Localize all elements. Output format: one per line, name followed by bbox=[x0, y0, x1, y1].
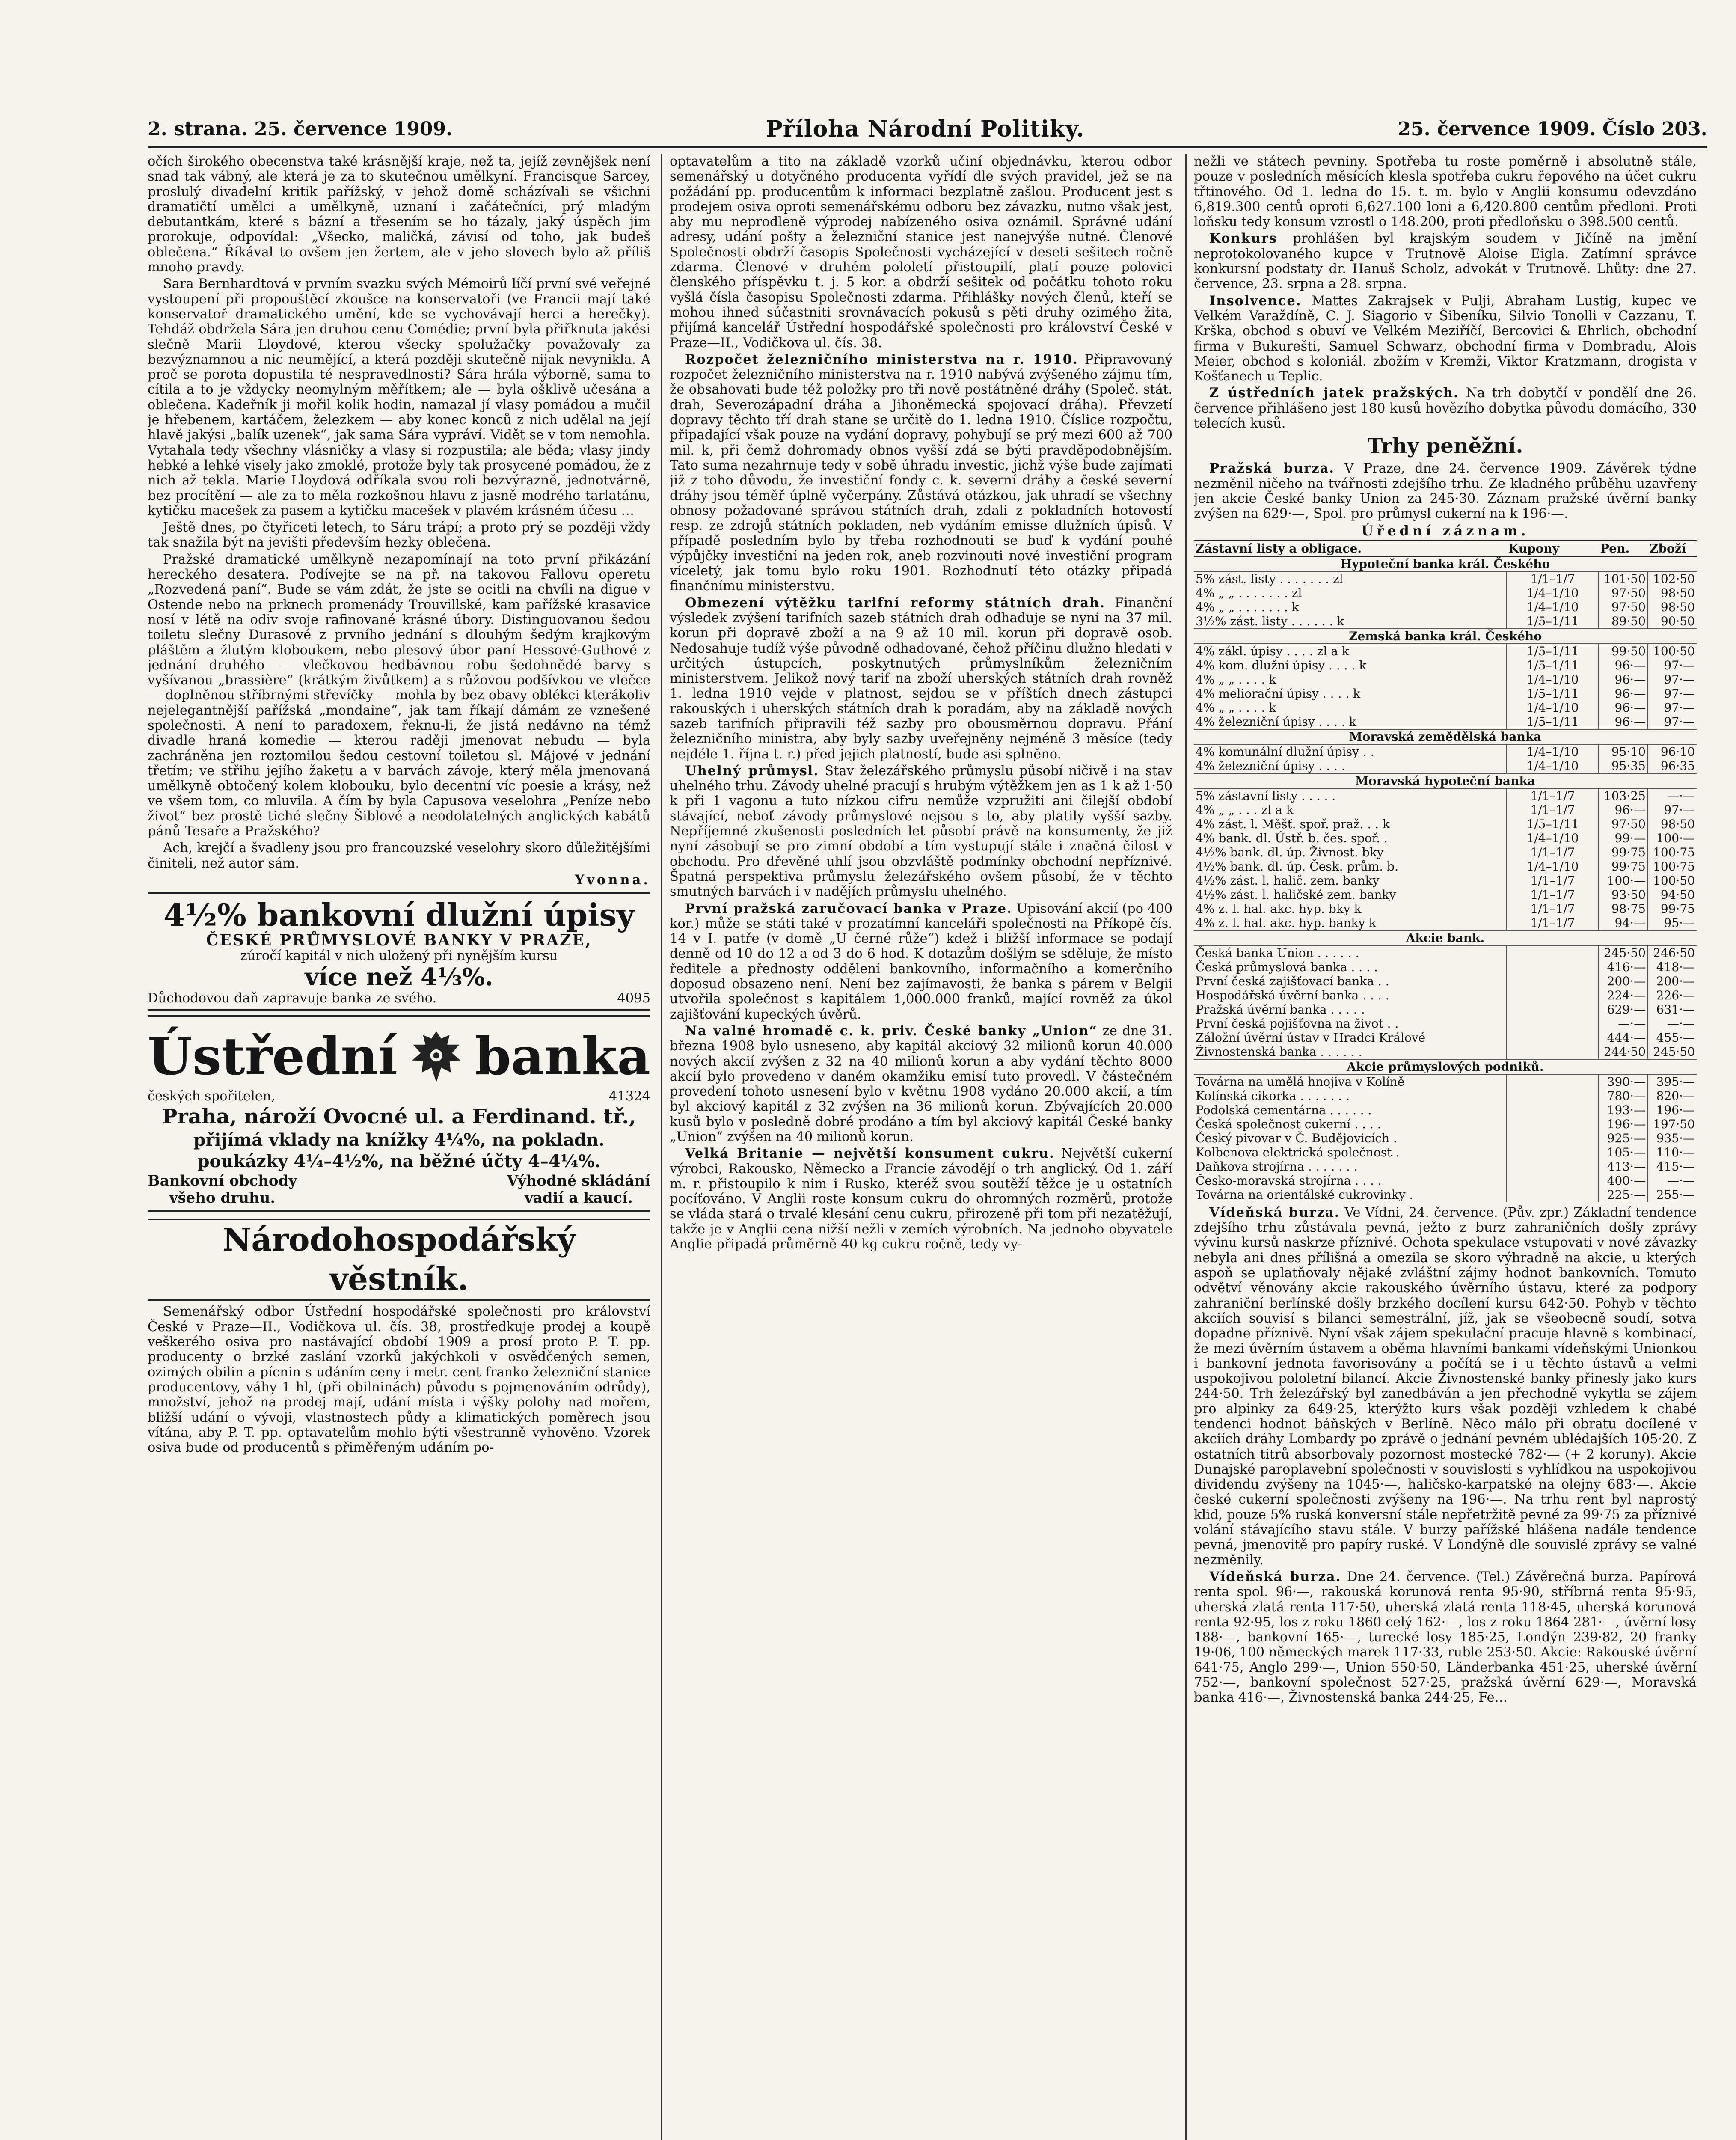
table-row bbox=[1194, 845, 1697, 859]
bid-price: 96·— bbox=[1599, 803, 1648, 817]
ask-price: 97·— bbox=[1648, 701, 1697, 715]
ask-price: 395·— bbox=[1648, 1074, 1697, 1089]
table-row bbox=[1194, 803, 1697, 817]
column-2 bbox=[670, 154, 1172, 2140]
coupon-dates bbox=[1507, 1145, 1599, 1159]
ask-price: 90·50 bbox=[1648, 614, 1697, 629]
coupon-dates: 1/1–1/7 bbox=[1507, 803, 1599, 817]
table-group-label: Moravská hypoteční banka bbox=[1194, 773, 1697, 788]
coupon-dates: 1/5–1/11 bbox=[1507, 658, 1599, 672]
bid-price: 89·50 bbox=[1599, 614, 1648, 629]
article-heading: Na valné hromadě c. k. priv. České banky „Union“ bbox=[685, 1023, 1098, 1039]
article-paragraph: Sara Bernhardtová v prvním svazku svých Mémoirů líčí první své veřejné vystoupení při propouštěcí zkoušce na konservatoři (ve Francii mají také konservatoř dramatického umění, kde se vychovávají herci a herečky). Tehdáž obdržela Sára jen druhou cenu Comédie; první byla přiřknuta jakési slečně Marii Lloydové, kterou všecky spolužačky považovaly za bezvýznamnou a nic neumějící, a která později skutečně nijak nevynikla. A proč se porota dopustila té nespravedlnosti? Sára hrála výborně, sama to cítila a to je vždycky neomylným měřítkem; ale — byla ošklivě učesána a oblečena. Kadeřník ji mořil kolik hodin, namazal jí vlasy pomádou a mučil je hřebenem, kartáčem, železkem — aby konec konců z nich udělal na její hlavě jakýsi „balík uzenek“, jak sama Sára vypráví. Vidět se v tom nemohla. Vytahala tedy všechny vlásničky a vlasy si rozpustila; ale běda; vlasy jindy hebké a lehké visely jako zmoklé, protože byly tak prosycené pomádou, že z nich až tekla. Marie Lloydová odříkala svou roli bezvýrazně, jednotvárně, bez procítění — ale za to měla rozkošnou hlavu z jasně modrého tarlatánu, kytičku macešek za pasem a kytičku macešek v plavém krásném účesu … bbox=[148, 276, 650, 518]
coupon-dates: 1/4–1/10 bbox=[1507, 600, 1599, 614]
article-paragraph: očích širokého obecenstva také krásnější kraje, než ta, jejíž zevnějšek není snad tak vábný, ale která je za to skutečnou umělkyní. Francisque Sarcey, proslulý divadelní kritik pařížský, v jehož domě scházívali se všichni dramatičtí umělci a umělkyně, uznaní i začátečníci, prý mladým debutantkám, které s bázní a třesením se ho tázaly, jaký úspěch jim prorokuje, odpovídal: „Všecko, maličká, závisí od toho, jak budeš oblečena.“ Říkával to ovšem jen žertem, ale v jeho slovech bylo až příliš mnoho pravdy. bbox=[148, 154, 650, 275]
security-name: 4% bank. dl. Ústř. b. čes. spoř. . bbox=[1196, 831, 1388, 845]
security-name: 4% železniční úpisy . . . . bbox=[1196, 758, 1345, 773]
table-row bbox=[1194, 930, 1697, 945]
coupon-dates: 1/1–1/7 bbox=[1507, 788, 1599, 803]
ask-price: 100·75 bbox=[1648, 859, 1697, 874]
security-name: Kolínská cikorka . . . . . . . bbox=[1196, 1088, 1350, 1103]
ask-price: 110·— bbox=[1648, 1145, 1697, 1159]
security-name: Kolbenova elektrická společnost . bbox=[1196, 1145, 1400, 1159]
bank-title-c: českých spořitelen, bbox=[148, 1089, 276, 1104]
bid-price: 224·— bbox=[1599, 988, 1648, 1002]
table-row bbox=[1194, 902, 1697, 916]
bank-deposit-a: Výhodné skládání bbox=[507, 1172, 650, 1190]
column-3 bbox=[1194, 154, 1697, 2140]
bid-price: 390·— bbox=[1599, 1074, 1648, 1089]
bid-price: 99·— bbox=[1599, 831, 1648, 845]
coupon-dates: 1/4–1/10 bbox=[1507, 672, 1599, 687]
security-name: 4½% bank. dl. úp. Živnost. bky bbox=[1196, 845, 1384, 859]
coupon-dates: 1/4–1/10 bbox=[1507, 744, 1599, 759]
table-row bbox=[1194, 831, 1697, 845]
bid-price: 96·— bbox=[1599, 687, 1648, 701]
article-heading: Z ústředních jatek pražských. bbox=[1209, 385, 1459, 401]
security-name: 5% zást. listy . . . . . . . zl bbox=[1196, 571, 1343, 586]
ask-price: 455·— bbox=[1648, 1031, 1697, 1045]
bank-address: Praha, nároží Ovocné ul. a Ferdinand. tř., bbox=[162, 1105, 636, 1129]
ad-headline: 4½% bankovní dlužní úpisy bbox=[163, 897, 635, 933]
ask-price: 100·50 bbox=[1648, 644, 1697, 658]
article-heading: První pražská zaručovací banka v Praze. bbox=[685, 901, 1012, 916]
ad-number: 4095 bbox=[617, 990, 650, 1006]
table-row bbox=[1194, 1002, 1697, 1016]
bid-price: 93·50 bbox=[1599, 888, 1648, 902]
coupon-dates bbox=[1507, 1045, 1599, 1059]
security-name: 3½% zást. listy . . . . . . k bbox=[1196, 614, 1344, 628]
coupon-dates: 1/1–1/7 bbox=[1507, 916, 1599, 930]
coupon-dates bbox=[1507, 1117, 1599, 1131]
table-group-label: Hypoteční banka král. Českého bbox=[1194, 556, 1697, 571]
security-name: Záložní úvěrní ústav v Hradci Králové bbox=[1196, 1030, 1426, 1045]
bid-price: 444·— bbox=[1599, 1031, 1648, 1045]
security-name: Podolská cementárna . . . . . . bbox=[1196, 1103, 1372, 1117]
security-name: 4% komunální dlužní úpisy . . bbox=[1196, 744, 1374, 759]
coupon-dates: 1/1–1/7 bbox=[1507, 571, 1599, 586]
security-name: 4% „ „ . . . zl a k bbox=[1196, 802, 1294, 817]
bank-services-a: Bankovní obchody bbox=[148, 1172, 297, 1190]
article-heading: Rozpočet železničního ministerstva na r. 1910. bbox=[685, 351, 1078, 367]
bid-price: 97·50 bbox=[1599, 817, 1648, 831]
table-group-label: Zemská banka král. Českého bbox=[1194, 629, 1697, 644]
ad-text: zúročí kapitál v nich uložený při nynějším kursu bbox=[240, 948, 558, 963]
table-row bbox=[1194, 859, 1697, 874]
coupon-dates: 1/1–1/7 bbox=[1507, 902, 1599, 916]
bid-price: 400·— bbox=[1599, 1174, 1648, 1188]
article-heading: Vídeňská burza. bbox=[1209, 1569, 1341, 1584]
table-row bbox=[1194, 1045, 1697, 1059]
coupon-dates: 1/4–1/10 bbox=[1507, 759, 1599, 773]
ask-price: 99·75 bbox=[1648, 902, 1697, 916]
coupon-dates: 1/5–1/11 bbox=[1507, 644, 1599, 658]
table-header: Pen. bbox=[1599, 541, 1648, 556]
article-paragraph: V Praze, dne 24. července 1909. Závěrek týdne nezměnil ničeho na tvářnosti zdejšího trhu. Ze kladného průběhu uzavřeny jen akcie České banky Union za 245·30. Záznam pražské úvěrní banky zvýšen na 629·—, Spol. pro průmysl cukerní na k 196·—. bbox=[1194, 461, 1697, 522]
coupon-dates bbox=[1507, 1131, 1599, 1145]
bid-price: 97·50 bbox=[1599, 600, 1648, 614]
ask-price: 631·— bbox=[1648, 1002, 1697, 1016]
table-group-label: Akcie bank. bbox=[1194, 930, 1697, 945]
article-paragraph: ze dne 31. března 1908 bylo usneseno, aby kapitál akciový 32 milionů korun 40.000 nových akcií zvýšen z 32 na 40 milionů korun a aby vydání těchto 8000 akcií bylo provedeno v daném okamžiku emisí tuto provedl. V částečném provedení tohoto usnesení bylo v květnu 1908 vydáno 20.000 akcií, a tím byl akciový kapitál z 32 zvýšen na 36 milionů korun. Zbývajících 20.000 kusů bylo v posledně dobré prodáno a tím byl akciový kapitál České banky „Union“ zvýšen na 40 milionů korun. bbox=[670, 1023, 1172, 1144]
article-paragraph: Na trh dobytčí v pondělí dne 26. července přihlášeno jest 180 kusů hovězího dobytka původu domácího, 330 telecích kusů. bbox=[1194, 386, 1697, 431]
article-paragraph: Ach, krejčí a švadleny jsou pro francouzské veselohry skoro důležitějšími činiteli, než autor sám. bbox=[148, 841, 650, 871]
coupon-dates: 1/5–1/11 bbox=[1507, 687, 1599, 701]
ask-price: 98·50 bbox=[1648, 600, 1697, 614]
coupon-dates: 1/4–1/10 bbox=[1507, 701, 1599, 715]
security-name: 4% „ „ . . . . k bbox=[1196, 700, 1276, 715]
article-paragraph: prohlášen byl krajským soudem v Jičíně na jmění neprotokolovaného kupce v Trutnově Aloise Eigla. Zatímní správce konkursní podstaty dr. Hanuš Scholz, advokát v Trutnově. Lhůty: dne 27. července, 23. srpna a 28. srpna. bbox=[1194, 231, 1697, 292]
table-row bbox=[1194, 729, 1697, 744]
bid-price: 100·— bbox=[1599, 874, 1648, 888]
ask-price: —·— bbox=[1648, 788, 1697, 803]
table-row bbox=[1194, 788, 1697, 803]
article-heading: Uhelný průmysl. bbox=[685, 763, 819, 779]
table-row bbox=[1194, 1016, 1697, 1031]
masthead-right: 25. července 1909. Číslo 203. bbox=[1398, 118, 1707, 140]
table-row bbox=[1194, 988, 1697, 1002]
bank-title-b: banka bbox=[475, 1026, 650, 1087]
column-rule bbox=[661, 154, 662, 2140]
article-paragraph: optavatelům a tito na základě vzorků učiní objednávku, kterou odbor semenářský u dotyčného producenta vyřídí dle svých pravidel, jež se na požádání pp. producentům k informaci bezplatně zašlou. Producent jest s prodejem osiva oproti semenářskému odboru bez závazku, nutno však jest, aby mu neprodleně výprodej nabízeného osiva oznámil. Správné udání adresy, udání pošty a železniční stanice jest nanejvýše nutné. Členové Společnosti obdrží časopis Společnosti vycházející v deseti sešitech ročně zdarma. Členové v druhém pololetí přistoupilí, platí pouze polovici členského příspěvku t. j. 5 kor. a obdrží sešitek od počátku tohoto roku vyšlá čísla časopisu Společnosti zdarma. Přihlášky nových členů, kteří se mohou ihned súčastniti srovnávacích pokusů s pěti druhy ozimého žita, přijímá kancelář Ústřední hospodářské společnosti pro království České v Praze—II., Vodičkova ul. čís. 38. bbox=[670, 154, 1172, 351]
table-group-label: Akcie průmyslových podniků. bbox=[1194, 1059, 1697, 1074]
article-paragraph: Semenářský odbor Ústřední hospodářské společnosti pro království České v Praze—II., Vodičkova ul. čís. 38, prostředkuje prodej a koupě veškerého osiva pro nastávající období 1909 a prosí proto P. T. pp. producenty o brzké zaslání vzorků jakýchkoli v osvědčených semen, ozimých obilin a pícnin s udáním ceny i metr. cent franko železniční stanice producentovy, váhy 1 hl, (při obilninách) původu s pojmenováním odrůdy), množství, jehož na prodej mají, udání místa i výšky polohy nad mořem, bližší udání o vývoji, vlastnostech půdy a klimatických poměrech jsou vítána, aby P. T. pp. optavatelům mohlo býti všestranně vyhověno. Vzorek osiva bude od producentů s přiměřeným udáním po- bbox=[148, 1304, 650, 1456]
coupon-dates: 1/1–1/7 bbox=[1507, 845, 1599, 859]
article-paragraph: Mattes Zakrajsek v Pulji, Abraham Lustig, kupec ve Velkém Varaždíně, C. J. Siagorio v Šibeníku, Silvio Tonolli v Cazzanu, T. Krška, obchod s obuví ve Velkém Meziříčí, Bercovici & Ehrlich, obchodní firma v Bukurešti, Samuel Schwarz, obchodní firma v Dombradu, Alois Meier, obchod s koloniál. zbožím v Kremži, Viktor Kratzmann, drogista v Košťanech u Teplic. bbox=[1194, 293, 1697, 384]
bid-price: 780·— bbox=[1599, 1089, 1648, 1103]
table-row bbox=[1194, 614, 1697, 629]
ad-tax-note: Důchodovou daň zapravuje banka ze svého. bbox=[148, 990, 437, 1006]
security-name: Živnostenská banka . . . . . . bbox=[1196, 1044, 1362, 1059]
security-name: Pražská úvěrní banka . . . . . bbox=[1196, 1002, 1365, 1016]
table-row bbox=[1194, 1188, 1697, 1202]
article-paragraph: Největší cukerní výrobci, Rakousko, Německo a Francie závodějí o trh anglický. Od 1. září m. r. přistoupilo k nim i Rusko, kteréž svou soutěží těžce je u ostatních pocíťováno. V Anglii roste konsum cukru do ohromných rozměrů, protože se vláda stará o trvalé klesání cenu cukru, přirozeně při tom při nezatěžují, takže je v Anglii cena nižší nežli v zemích výrobních. Na jednoho obyvatele Anglie připadá průměrně 40 kg cukru ročně, tedy vy- bbox=[670, 1146, 1172, 1252]
bid-price: 196·— bbox=[1599, 1117, 1648, 1131]
coupon-dates: 1/4–1/10 bbox=[1507, 831, 1599, 845]
coupon-dates: 1/4–1/10 bbox=[1507, 586, 1599, 600]
bid-price: 99·75 bbox=[1599, 859, 1648, 874]
table-row bbox=[1194, 1159, 1697, 1174]
table-row bbox=[1194, 629, 1697, 644]
coupon-dates bbox=[1507, 1074, 1599, 1089]
coupon-dates: 1/5–1/11 bbox=[1507, 715, 1599, 729]
ask-price: 255·— bbox=[1648, 1188, 1697, 1202]
table-row bbox=[1194, 744, 1697, 759]
masthead-title: Příloha Národní Politiky. bbox=[766, 116, 1085, 142]
security-name: 4% „ „ . . . . . . . zl bbox=[1196, 586, 1302, 600]
bid-price: 925·— bbox=[1599, 1131, 1648, 1145]
bank-title-a: Ústřední bbox=[148, 1026, 398, 1087]
table-row bbox=[1194, 888, 1697, 902]
table-row bbox=[1194, 1031, 1697, 1045]
masthead bbox=[148, 112, 1707, 148]
bid-price: 97·50 bbox=[1599, 586, 1648, 600]
ask-price: 96·35 bbox=[1648, 759, 1697, 773]
table-header: Kupony bbox=[1507, 541, 1599, 556]
article-paragraph: Ve Vídni, 24. července. (Pův. zpr.) Základní tendence zdejšího trhu zůstávala pevná, ježto z burz zahraničních došly zprávy vývinu kursů naskrze příznivé. Ochota spekulace vstupovati v nové závazky nebyla ani dnes přílišná a omezila se skoro výhradně na akcie, u kterých aspoň se uplatňovaly nějaké zvláštní zájmy hodnot bankovních. Tomuto odvětví věnovány akcie rakouského úvěrního ústavu, které za podpory zahraniční berlínské došly brzkého docílení kursu 642·50. Pohyb v těchto akciích souvisí s bilanci semestrální, jíž, jak se všeobecně soudí, sotva dopadne příznivě. Nyní však zájem spekulační pracuje hlavně s kombinací, že mezi úvěrním ústavem a oběma hlavními bankami vídeňskými Unionkou i bankovní jednota favorisovány a počítá se i u těchto ústavů a velmi uspokojivou pololetní bilancí. Akcie Živnostenské banky přinesly jako kurs 244·50. Trh železářský byl zanedbáván a jen přechodně vykytla se zájem pro alpinky za 649·25, kterýžto kurs však později vzhledem k chabé tendenci hodnot báňských v Berlíně. Něco málo při obratu docílené v akciích dráhy Lombardy po zprávě o jednání pevném ublédajších 105·20. Z ostatních titrů absorbovaly pozornost mostecké 782·— (+ 2 koruny). Akcie Dunajské paroplavební společnosti v souvislosti s vyhlídkou na uspokojivou dividendu zvýšeny na 1045·—, haličsko-karpatské na olejny 683·—. Akcie české cukerní společnosti zvýšeny na 196·—. Na trhu rent byl naprostý klid, pouze 5% ruská konversní stále nepřetržitě pevné za 99·75 za příznivé volání stávajícího stavu stále. V burzy pařížské hlášena nadále tendence pevná, jmenovitě pro papíry ruské. V Londýně dle souvislé zprávy se valné nezměnily. bbox=[1194, 1205, 1697, 1568]
ask-price: 196·— bbox=[1648, 1103, 1697, 1117]
ask-price: 98·50 bbox=[1648, 817, 1697, 831]
table-row bbox=[1194, 817, 1697, 831]
bid-price: 99·50 bbox=[1599, 644, 1648, 658]
ad-number: 41324 bbox=[608, 1089, 650, 1104]
advertisement-bonds bbox=[148, 892, 650, 1011]
table-row bbox=[1194, 644, 1697, 658]
article-heading: Obmezení výtěžku tarifní reformy státních drah. bbox=[685, 595, 1105, 611]
table-header: Zboží bbox=[1648, 541, 1697, 556]
coupon-dates bbox=[1507, 1016, 1599, 1031]
security-name: První česká zajišťovací banka . . bbox=[1196, 974, 1389, 988]
coupon-dates bbox=[1507, 960, 1599, 974]
table-row bbox=[1194, 974, 1697, 988]
ask-price: 95·— bbox=[1648, 916, 1697, 930]
table-row bbox=[1194, 874, 1697, 888]
security-name: Továrna na umělá hnojiva v Kolíně bbox=[1196, 1074, 1405, 1089]
security-name: Česká společnost cukerní . . . . bbox=[1196, 1117, 1381, 1131]
coupon-dates bbox=[1507, 1002, 1599, 1016]
table-row bbox=[1194, 687, 1697, 701]
coupon-dates: 1/5–1/11 bbox=[1507, 614, 1599, 629]
security-name: 4% železniční úpisy . . . . k bbox=[1196, 714, 1356, 729]
security-name: 4½% zást. l. haličské zem. banky bbox=[1196, 887, 1396, 902]
coupon-dates bbox=[1507, 1174, 1599, 1188]
article-paragraph: Připravovaný rozpočet železničního ministerstva na r. 1910 nabývá zvýšeného zájmu tím, že obsahovati bude též položky pro tři nově postátněné dráhy (Společ. stát. drah, Severozápadní dráha a Jihoněmecká spojovací dráha). Převzetí dopravy těchto tří drah stane se určitě do 1. ledna 1910. Číslice rozpočtu, připadající však pouze na vydání dopravy, pohybují se prý mezi 600 až 700 mil. k, při čemž dohromady obnos vyšší zdá se býti pravděpodobnějším. Tato suma nezahrnuje tedy v sobě úhradu investic, jichž výše bude zajímati již z toho důvodu, že investiční fondy c. k. severní dráhy a české severní dráhy jsou téměř úplně vyčerpány. Zůstává otázkou, jak uhradí se všechny obnosy požadované správou státních drah, zdali z pokladních hotovostí resp. ze zdrojů státních pokladen, neb vydáním emisse dlužních úpisů. V případě posledním bylo by třeba rozhodnouti se buď k vydání pouhé výpůjčky investiční na jeden rok, aneb rozvinouti nové investiční program víceletý, jak tomu bylo roku 1901. Rozhodnutí této otázky připadá finančnímu ministerstvu. bbox=[670, 352, 1172, 594]
table-row bbox=[1194, 701, 1697, 715]
bid-price: 244·50 bbox=[1599, 1045, 1648, 1059]
author-signature: Yvonna. bbox=[575, 872, 650, 888]
column-rule bbox=[1185, 154, 1187, 2140]
advertisement-central-bank bbox=[148, 1015, 650, 1212]
table-row bbox=[1194, 586, 1697, 600]
ask-price: 246·50 bbox=[1648, 945, 1697, 960]
masthead-left: 2. strana. 25. července 1909. bbox=[148, 118, 453, 140]
ask-price: 97·— bbox=[1648, 715, 1697, 729]
table-row bbox=[1194, 658, 1697, 672]
column-1 bbox=[148, 154, 650, 2140]
ask-price: 245·50 bbox=[1648, 1045, 1697, 1059]
article-paragraph: Upisování akcií (po 400 kor.) může se státi také v prozatímní kanceláři společnosti na Příkopě čís. 14 v I. patře (v domě „U černé růže“) kdež i bližší informace se podají denně od 10 do 12 a od 3 do 6 hod. K dotazům došlým se sděluje, že místo ředitele a přednosty oddělení bankovního, informačního a komerčního doposud obsazeno není. Není bez zajímavosti, že banka s párem v Belgii utvořila společnost s kapitálem 1,000.000 franků, mající rovněž za úkol zajišťování kupeckých úvěrů. bbox=[670, 901, 1172, 1022]
bank-deposit-b: vadií a kaucí. bbox=[524, 1189, 633, 1207]
table-row bbox=[1194, 1074, 1697, 1089]
article-paragraph: Pražské dramatické umělkyně nezapomínají na toto první přikázání hereckého desatera. Podívejte se na př. na takovou Fallovu operetu „Rozvedená paní“. Bude se vám zdát, že jste se ocitli na chvíli na digue v Ostende nebo na prknech promenády Trouvillské, kam pařížské krasavice nosí v létě na odiv svoje rafinované krásné úbory. Distinguovanou šedou toiletu slečny Durasové z prvního jednání s dlouhým šedým krajkovým pláštěm a žlutým kloboukem, nebo plesový úbor paní Hessové-Guthové z jednání druhého — vlečkovou hedbávnou robu šedohnědé barvy s vyšívanou „brassière“ (krátkým živůtkem) a s růžovou podšívkou ve vlečce — doplněnou stříbrnými střevíčky — mohla by bez obavy oblékci kterákoliv nejelegantnější pařížská „mondaine“, jak tam říkají dámám ze vznešené společnosti. A není to paradoxem, řeknu-li, že jistá nedávno na témž divadle hraná komedie — kterou raději jmenovat nebudu — byla zachráněna jen roztomilou šedou cestovní toiletou sl. Májové v jednání třetím; ve střihu jejího žaketu a v barvách závoje, který měla jmenovaná umělkyně obtočený kolem klobouku, bylo decentní víc poesie a krásy, než ve všem tom, co mluvila. A čím by byla Capusova veselohra „Peníze nebo život“ bez prostě tiché slečny Šiblové a neodolatelných anglických kabátů pánů Tesaře a Pražského? bbox=[148, 552, 650, 839]
ask-price: 418·— bbox=[1648, 960, 1697, 974]
coupon-dates bbox=[1507, 1103, 1599, 1117]
ask-price: 820·— bbox=[1648, 1089, 1697, 1103]
table-row bbox=[1194, 773, 1697, 788]
ask-price: 100·75 bbox=[1648, 845, 1697, 859]
stock-quotes-table bbox=[1194, 540, 1697, 1202]
bid-price: 225·— bbox=[1599, 1188, 1648, 1202]
coupon-dates bbox=[1507, 1188, 1599, 1202]
coupon-dates bbox=[1507, 1031, 1599, 1045]
security-name: 4% „ „ . . . . . . . k bbox=[1196, 600, 1299, 614]
article-heading: Insolvence. bbox=[1209, 293, 1302, 309]
coupon-dates: 1/1–1/7 bbox=[1507, 888, 1599, 902]
coupon-dates: 1/5–1/11 bbox=[1507, 817, 1599, 831]
article-heading: Velká Britanie — největší konsument cukru. bbox=[685, 1146, 1055, 1162]
bid-price: 413·— bbox=[1599, 1159, 1648, 1174]
table-group-label: Moravská zemědělská banka bbox=[1194, 729, 1697, 744]
ask-price: 97·— bbox=[1648, 658, 1697, 672]
eagle-crest-icon bbox=[406, 1025, 466, 1089]
table-row bbox=[1194, 556, 1697, 571]
security-name: 4% meliorační úpisy . . . . k bbox=[1196, 686, 1361, 701]
ask-price: 102·50 bbox=[1648, 571, 1697, 586]
bid-price: —·— bbox=[1599, 1016, 1648, 1031]
ask-price: —·— bbox=[1648, 1016, 1697, 1031]
bid-price: 94·— bbox=[1599, 916, 1648, 930]
article-paragraph: nežli ve státech pevniny. Spotřeba tu roste poměrně i absolutně stále, pouze v posledních měsících klesla spotřeba cukru řepového na účet cukru třtinového. Od 1. ledna do 15. t. m. bylo v Anglii konsumu odevzdáno 6,819.300 centů oproti 6,627.100 loni a 6,420.800 centům předloni. Proti loňsku tedy konsum vzrostl o 148.200, proti předloňsku o 398.500 centů. bbox=[1194, 154, 1697, 230]
bid-price: 96·— bbox=[1599, 715, 1648, 729]
bank-services-b: všeho druhu. bbox=[169, 1189, 276, 1207]
ask-price: 226·— bbox=[1648, 988, 1697, 1002]
ask-price: 100·— bbox=[1648, 831, 1697, 845]
bid-price: 103·25 bbox=[1599, 788, 1648, 803]
ask-price: 415·— bbox=[1648, 1159, 1697, 1174]
security-name: 4½% zást. l. halič. zem. banky bbox=[1196, 873, 1380, 888]
table-row bbox=[1194, 715, 1697, 729]
security-name: Česká průmyslová banka . . . . bbox=[1196, 960, 1378, 974]
table-row bbox=[1194, 1103, 1697, 1117]
security-name: 4% kom. dlužní úpisy . . . . k bbox=[1196, 658, 1367, 672]
table-row bbox=[1194, 1089, 1697, 1103]
coupon-dates bbox=[1507, 945, 1599, 960]
coupon-dates bbox=[1507, 988, 1599, 1002]
security-name: Česko-moravská strojírna . . . . bbox=[1196, 1173, 1382, 1188]
coupon-dates: 1/1–1/7 bbox=[1507, 874, 1599, 888]
security-name: Daňkova strojírna . . . . . . . bbox=[1196, 1159, 1358, 1174]
ask-price: 197·50 bbox=[1648, 1117, 1697, 1131]
table-row bbox=[1194, 1059, 1697, 1074]
article-paragraph: Dne 24. července. (Tel.) Závěrečná burza. Papírová renta spol. 96·—, rakouská korunová renta 95·90, stříbrná renta 95·95, uherská zlatá renta 117·50, uherská zlatá renta 118·45, uherská korunová renta 92·95, los z roku 1860 celý 162·—, los z roku 1864 281·—, úvěrní losy 188·—, bankovní 165·—, turecké losy 185·25, Londýn 239·82, 20 franky 19·06, 100 německých marek 117·33, ruble 253·50. Akcie: Rakouské úvěrní 641·75, Anglo 299·—, Union 550·50, Länderbanka 451·25, uherské úvěrní 752·—, bankovní společnost 527·25, pražská úvěrní 629·—, Moravská banka 416·—, Živnostenská banka 244·25, Fe… bbox=[1194, 1569, 1697, 1706]
ask-price: 100·50 bbox=[1648, 874, 1697, 888]
article-paragraph: Stav železářského průmyslu působí ničivě i na stav uhelného trhu. Závody uhelné pracují s hrubým výtěžkem jen as 1 k až 1·50 k při 1 vagonu a tuto nízkou cifru nemůže vzpružiti ani čilejší období stávající, neboť závody průmyslové nejsou s to, aby platily vyšší sazby. Nepříjemné zkušenosti posledních let působí právě na konsumenty, že již nyní zásobují se pro zimní období a tím vystupují stále i značná čilost v obchodu. Pro dřevěné uhlí jsou obzvláště podmínky obchodní nepříznivé. Špatná perspektiva průmyslu železářského ovšem působí, že v těchto smutných barvách i v nadějích průmyslu uhelného. bbox=[670, 763, 1172, 900]
security-name: 5% zástavní listy . . . . . bbox=[1196, 788, 1336, 803]
table-row bbox=[1194, 1174, 1697, 1188]
security-name: Český pivovar v Č. Budějovicích . bbox=[1196, 1131, 1397, 1145]
coupon-dates bbox=[1507, 974, 1599, 988]
article-paragraph: Ještě dnes, po čtyřiceti letech, to Sáru trápí; a proto prý se později vždy tak snažila být na jevišti především hezky oblečena. bbox=[148, 520, 650, 550]
table-row bbox=[1194, 1117, 1697, 1131]
official-listing-title: Úřední záznam. bbox=[1361, 522, 1529, 539]
bid-price: 96·— bbox=[1599, 672, 1648, 687]
ask-price: 96·10 bbox=[1648, 744, 1697, 759]
ad-issuer: ČESKÉ PRŮMYSLOVÉ BANKY V PRAZE, bbox=[206, 931, 592, 950]
bid-price: 96·— bbox=[1599, 701, 1648, 715]
security-name: Česká banka Union . . . . . . bbox=[1196, 945, 1359, 960]
article-heading: Pražská burza. bbox=[1209, 461, 1335, 476]
table-row bbox=[1194, 1131, 1697, 1145]
security-name: 4% „ „ . . . . k bbox=[1196, 672, 1276, 687]
security-name: Továrna na orientálské cukrovinky . bbox=[1196, 1187, 1413, 1202]
section-title-money-markets: Trhy peněžní. bbox=[1367, 434, 1523, 458]
table-row bbox=[1194, 1145, 1697, 1159]
coupon-dates bbox=[1507, 1159, 1599, 1174]
bid-price: 629·— bbox=[1599, 1002, 1648, 1016]
bid-price: 416·— bbox=[1599, 960, 1648, 974]
ask-price: 935·— bbox=[1648, 1131, 1697, 1145]
table-row bbox=[1194, 571, 1697, 586]
ask-price: —·— bbox=[1648, 1174, 1697, 1188]
table-row bbox=[1194, 759, 1697, 773]
security-name: 4% zást. l. Měšť. spoř. praž. . . k bbox=[1196, 817, 1390, 831]
ask-price: 97·— bbox=[1648, 803, 1697, 817]
security-name: 4% z. l. hal. akc. hyp. banky k bbox=[1196, 915, 1377, 930]
bid-price: 95·10 bbox=[1599, 744, 1648, 759]
security-name: 4% z. l. hal. akc. hyp. bky k bbox=[1196, 901, 1362, 916]
bid-price: 101·50 bbox=[1599, 571, 1648, 586]
ask-price: 200·— bbox=[1648, 974, 1697, 988]
bid-price: 99·75 bbox=[1599, 845, 1648, 859]
ask-price: 94·50 bbox=[1648, 888, 1697, 902]
coupon-dates bbox=[1507, 1089, 1599, 1103]
ad-rate: více než 4⅓%. bbox=[305, 963, 493, 991]
table-row bbox=[1194, 672, 1697, 687]
bid-price: 105·— bbox=[1599, 1145, 1648, 1159]
table-header: Zástavní listy a obligace. bbox=[1194, 541, 1507, 556]
bid-price: 96·— bbox=[1599, 658, 1648, 672]
bid-price: 98·75 bbox=[1599, 902, 1648, 916]
bid-price: 245·50 bbox=[1599, 945, 1648, 960]
ask-price: 98·50 bbox=[1648, 586, 1697, 600]
table-row bbox=[1194, 916, 1697, 930]
article-paragraph: Finanční výsledek zvýšení tarifních sazeb státních drah odhaduje se nyní na 37 mil. korun při dopravě zboží a na 9 až 10 mil. korun při dopravě osob. Nedosahuje tudíž výše původně odhadované, čehož příčinu dlužno hledati v určitých ústupcích, poskytnutých průmyslníkům železničním ministerstvem. Jelikož nový tarif na zboží uherských státních drah rovněž 1. ledna 1910 vejde v platnost, sejdou se v příštích dnech zástupci rakouských i uherských státních drah k poradám, aby na základě nových sazeb tarifních připravili též sazby pro obousměrnou dopravu. Přání železničního ministra, aby byly sazby uveřejněny nejméně 3 měsíce (tedy nejdéle 1. října t. r.) před jejich platností, bude asi splněno. bbox=[670, 595, 1172, 762]
security-name: První česká pojišťovna na život . . bbox=[1196, 1016, 1399, 1031]
article-heading: Vídeňská burza. bbox=[1209, 1204, 1340, 1220]
bank-deposits: přijímá vklady na knížky 4¼%, na pokladn. poukázky 4¼–4½%, na běžné účty 4–4¼%. bbox=[193, 1130, 605, 1172]
bid-price: 200·— bbox=[1599, 974, 1648, 988]
coupon-dates: 1/4–1/10 bbox=[1507, 859, 1599, 874]
bid-price: 193·— bbox=[1599, 1103, 1648, 1117]
article-heading: Konkurs bbox=[1209, 231, 1277, 247]
security-name: 4% zákl. úpisy . . . . zl a k bbox=[1196, 644, 1349, 658]
security-name: 4½% bank. dl. úp. Česk. prům. b. bbox=[1196, 859, 1398, 874]
table-row bbox=[1194, 945, 1697, 960]
table-row bbox=[1194, 600, 1697, 614]
section-title-economic: Národohospodářský věstník. bbox=[148, 1219, 650, 1301]
ask-price: 97·— bbox=[1648, 672, 1697, 687]
ask-price: 97·— bbox=[1648, 687, 1697, 701]
bid-price: 95·35 bbox=[1599, 759, 1648, 773]
table-row bbox=[1194, 960, 1697, 974]
security-name: Hospodářská úvěrní banka . . . . bbox=[1196, 988, 1389, 1002]
